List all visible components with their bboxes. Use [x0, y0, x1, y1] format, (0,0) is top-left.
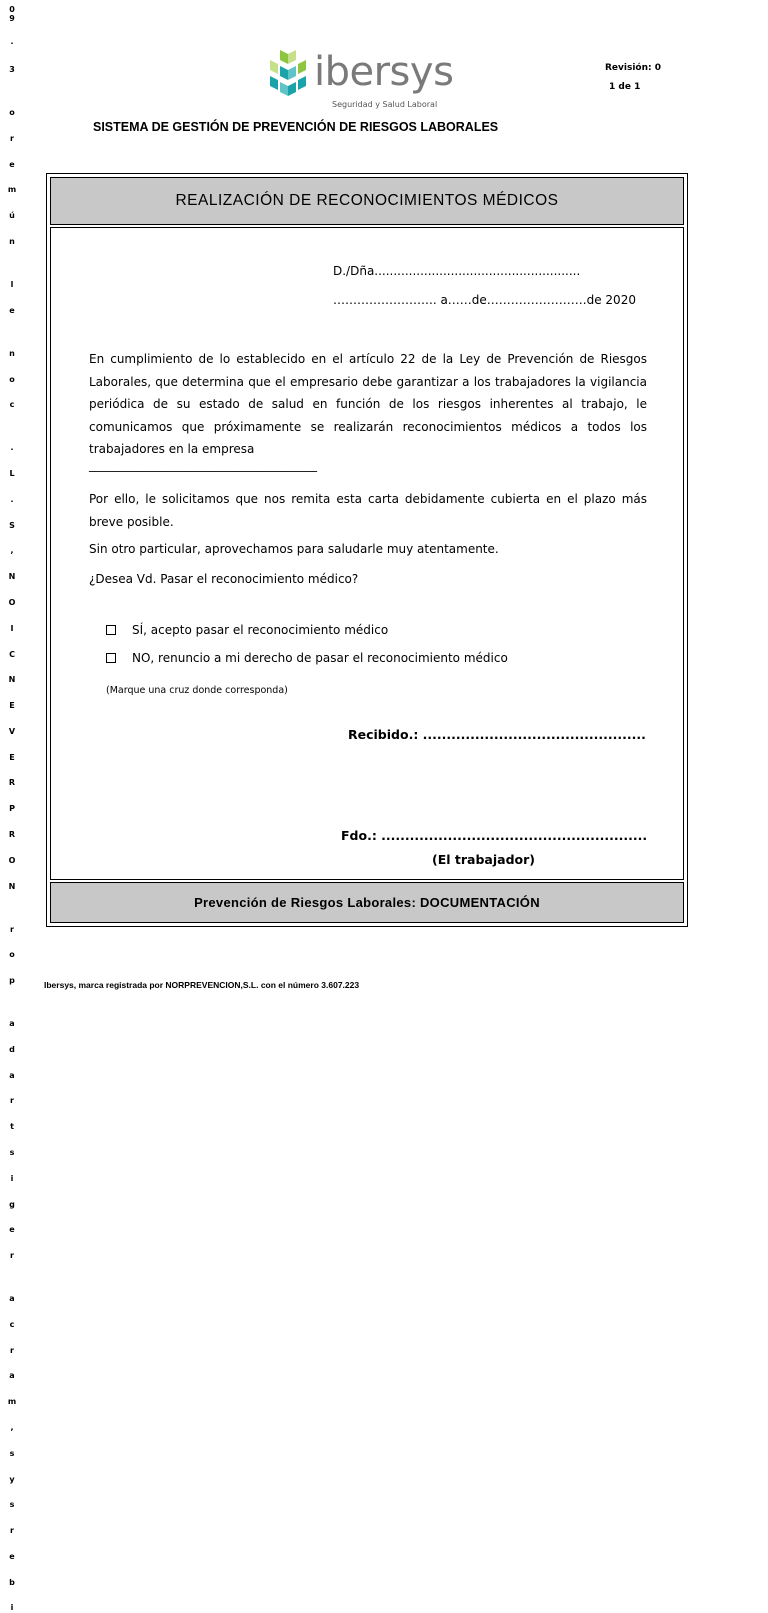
cube-logo-icon	[266, 48, 310, 98]
system-title: SISTEMA DE GESTIÓN DE PREVENCIÓN DE RIESGOS LABORALES	[93, 120, 499, 134]
question-text: ¿Desea Vd. Pasar el reconocimiento médico?	[89, 572, 359, 586]
brand-name: ibersys	[314, 49, 454, 95]
received-line[interactable]: Recibido.: ...............................................	[348, 727, 646, 742]
ibersys-logo	[266, 48, 466, 114]
instruction-note: (Marque una cruz donde corresponda)	[106, 685, 288, 696]
paragraph-request: Por ello, le solicitamos que nos remita esta carta debidamente cubierta en el plazo más breve posible.	[89, 492, 647, 529]
signature-line[interactable]: Fdo.: ........................................................	[341, 828, 648, 843]
checkbox-no[interactable]	[106, 653, 116, 663]
page-count: 1 de 1	[609, 82, 641, 92]
date-line[interactable]: …………………….. a……de…………………….de 2020	[333, 293, 636, 307]
footer-band-text: Prevención de Riesgos Laborales: DOCUMENTACIÓN	[194, 895, 540, 910]
vertical-registration-text: 0 9 · 3 o r e m ú n l e n o c . L . S , N O I C N E V E R P R O N r o p a d a r t s i g e r a c r a m , s y s r e b i	[7, 5, 17, 1613]
revision-label: Revisión: 0	[605, 63, 662, 73]
footer-band	[50, 882, 684, 923]
company-blank-line[interactable]: ______________________________________	[89, 458, 317, 472]
paragraph-closing: Sin otro particular, aprovechamos para saludarle muy atentamente.	[89, 542, 499, 556]
registration-footer: Ibersys, marca registrada por NORPREVENCION,S.L. con el número 3.607.223	[44, 980, 360, 990]
recipient-line[interactable]: D./Dña......................................................	[333, 264, 581, 278]
option-yes-label: SÍ, acepto pasar el reconocimiento médico	[132, 623, 389, 637]
signer-label: (El trabajador)	[432, 852, 535, 867]
option-no-label: NO, renuncio a mi derecho de pasar el reconocimiento médico	[132, 651, 508, 665]
checkbox-yes[interactable]	[106, 625, 116, 635]
brand-tagline: Seguridad y Salud Laboral	[332, 100, 438, 109]
paragraph-intro: En cumplimiento de lo establecido en el artículo 22 de la Ley de Prevención de Riesgos Laborales, que determina que el empresario debe garantizar a los trabajadores la vigilancia periódica de su estado de salud en función de los riesgos inherentes al trabajo, le comunicamos que próximamente se realizarán reconocimientos médicos a todos los trabajadores en la empresa	[89, 352, 647, 456]
title-band	[50, 177, 684, 225]
document-title: REALIZACIÓN DE RECONOCIMIENTOS MÉDICOS	[175, 192, 559, 209]
